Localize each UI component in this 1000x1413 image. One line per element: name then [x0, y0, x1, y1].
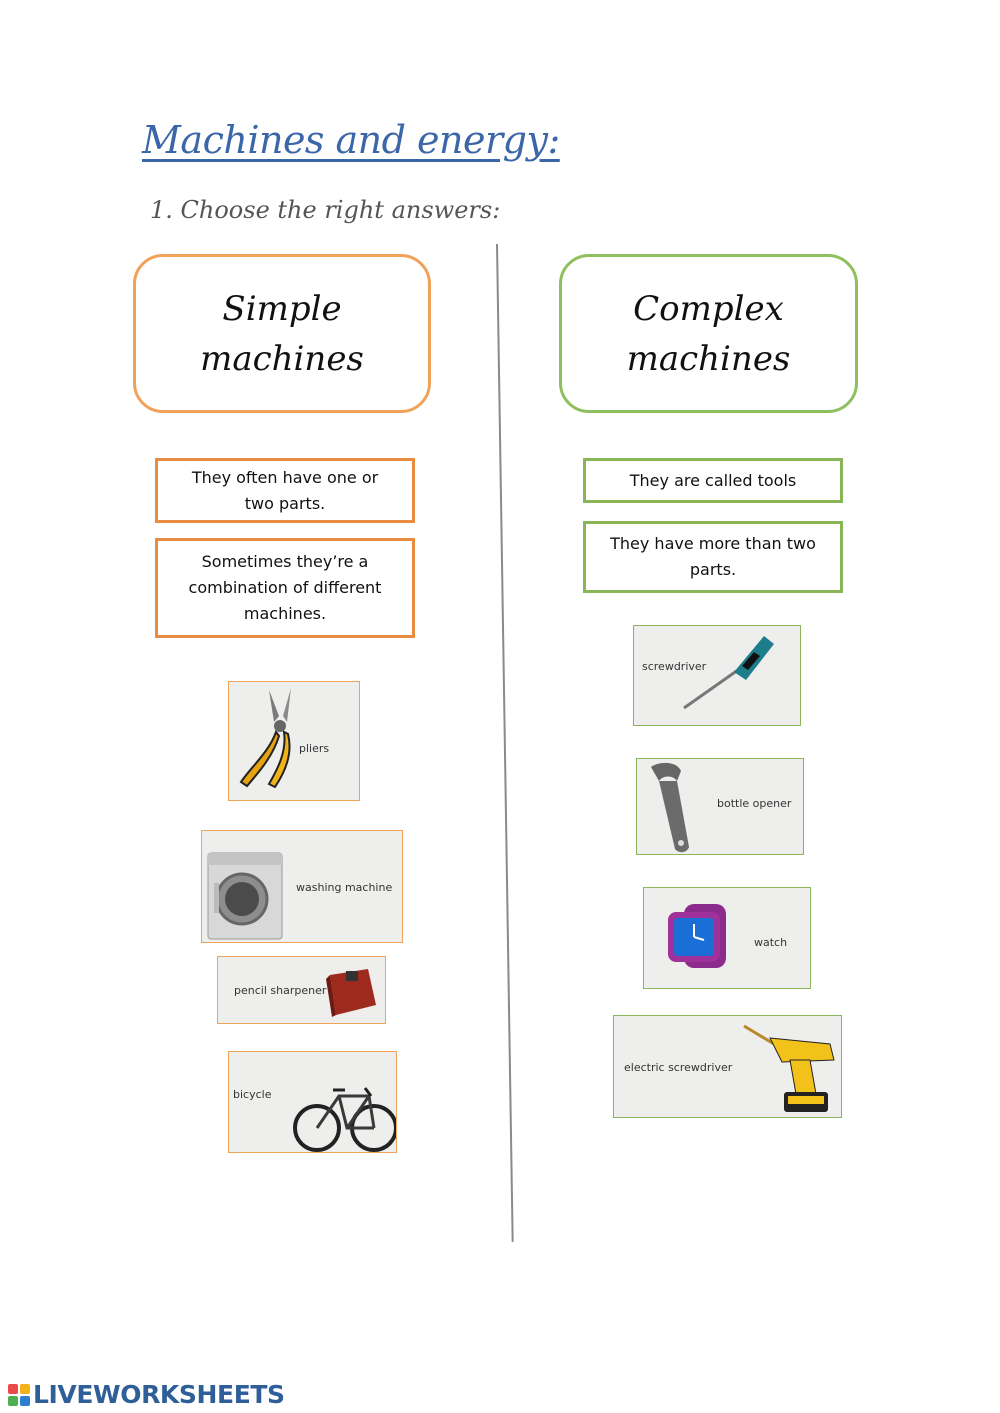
complex-heading-line1: Complex — [633, 288, 784, 329]
answer-card-combination[interactable]: Sometimes they’re a combination of different machines. — [155, 538, 415, 638]
simple-heading-line2: machines — [200, 338, 364, 379]
pliers-label: pliers — [299, 742, 330, 755]
pencil-sharpener-label: pencil sharpener — [234, 984, 327, 997]
column-divider — [496, 244, 514, 1242]
simple-heading-line1: Simple — [222, 288, 342, 329]
bicycle-icon — [229, 1052, 397, 1153]
washing-machine-card[interactable] — [201, 830, 403, 943]
worksheet-title: Machines and energy: — [142, 118, 560, 162]
pliers-card[interactable] — [228, 681, 360, 801]
bicycle-label: bicycle — [233, 1088, 272, 1101]
screwdriver-icon — [634, 626, 801, 726]
pencil-sharpener-card[interactable] — [217, 956, 386, 1024]
answer-card-more-than-two-parts[interactable]: They have more than two parts. — [583, 521, 843, 593]
washing-machine-label: washing machine — [296, 881, 393, 894]
complex-heading-line2: machines — [626, 338, 791, 379]
bottle-opener-label: bottle opener — [717, 797, 792, 810]
liveworksheets-logo-text: LIVEWORKSHEETS — [33, 1380, 285, 1409]
bottle-opener-card[interactable] — [636, 758, 804, 855]
screwdriver-card[interactable] — [633, 625, 801, 726]
watch-card[interactable] — [643, 887, 811, 989]
complex-machines-heading — [559, 254, 858, 413]
bicycle-card[interactable] — [228, 1051, 397, 1153]
watch-label: watch — [754, 936, 788, 949]
electric-screwdriver-label: electric screwdriver — [624, 1061, 733, 1074]
pliers-icon — [229, 682, 360, 801]
pencil-sharpener-icon — [218, 957, 386, 1024]
electric-screwdriver-card[interactable] — [613, 1015, 842, 1118]
screwdriver-label: screwdriver — [642, 660, 707, 673]
instruction-text: 1. Choose the right answers: — [150, 196, 501, 224]
liveworksheets-logo-icon — [8, 1384, 30, 1406]
electric-screwdriver-icon — [614, 1016, 842, 1118]
answer-card-called-tools[interactable]: They are called tools — [583, 458, 843, 503]
answer-card-one-or-two-parts[interactable]: They often have one or two parts. — [155, 458, 415, 523]
simple-machines-heading — [133, 254, 431, 413]
